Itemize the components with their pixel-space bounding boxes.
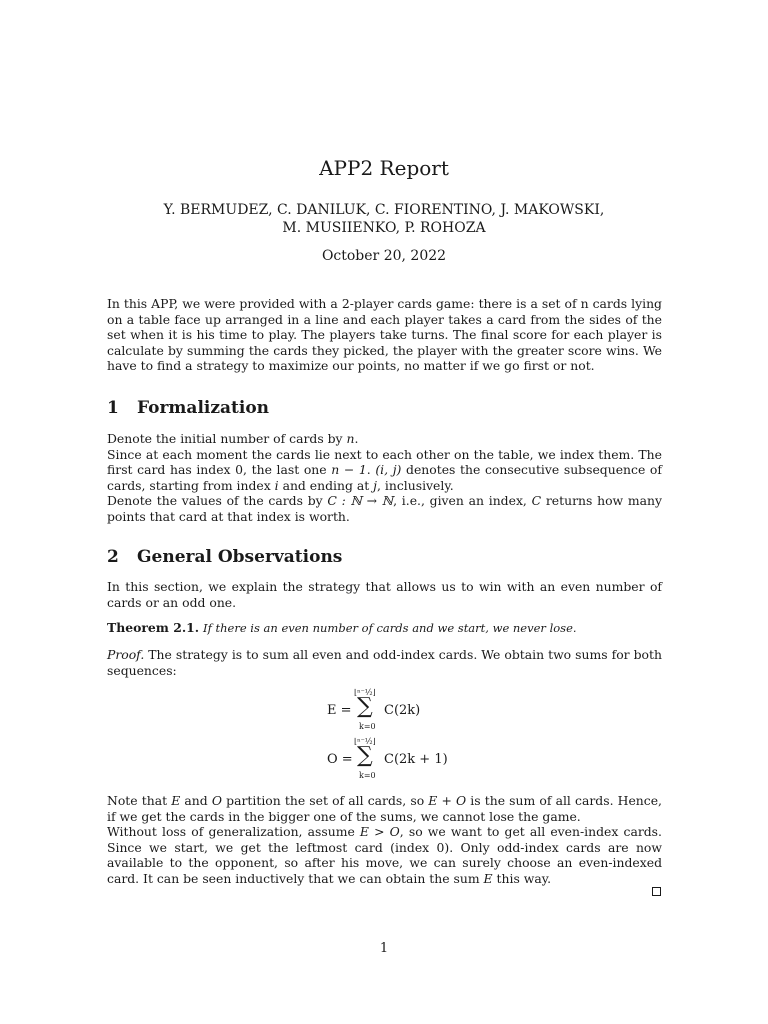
intro-paragraph: In this APP, we were provided with a 2-player cards game: there is a set of n cards lying on a table face up arranged in a line and each player takes a card from the sides of the set when it is his time to play. The players take turns. The final score for each player is calculate by summing the cards they picked, the player with the greater score wins. We have to find a strategy to maximize our points, no matter if we go first or not. bbox=[107, 296, 662, 374]
authors-line-1: Y. BERMUDEZ, C. DANILUK, C. FIORENTINO, J. MAKOWSKI, bbox=[163, 202, 605, 218]
section-1-number: 1 bbox=[107, 398, 119, 418]
eq2-term: C(2k + 1) bbox=[384, 752, 448, 767]
eq2-upper-limit: ⌊ⁿ⁻¹⁄₂⌋ bbox=[354, 737, 376, 746]
eq1-upper-limit: ⌊ⁿ⁻¹⁄₂⌋ bbox=[354, 688, 376, 697]
eq1-term: C(2k) bbox=[384, 703, 421, 718]
section-1-heading bbox=[107, 398, 269, 418]
formalization-para-3: Denote the values of the cards by C : ℕ → ℕ, i.e., given an index, C returns how many points that card at that index is worth. bbox=[107, 493, 662, 524]
eq2-sigma: ∑ bbox=[357, 743, 373, 768]
theorem-2-1 bbox=[107, 620, 662, 637]
theorem-statement: If there is an even number of cards and we start, we never lose. bbox=[203, 621, 577, 635]
eq1-lhs: E = bbox=[327, 703, 352, 718]
proof-intro bbox=[107, 647, 662, 678]
eq2-lhs: O = bbox=[327, 752, 353, 767]
eq2-lower-limit: k=0 bbox=[359, 771, 376, 780]
author-list bbox=[0, 201, 768, 237]
proof-para-2: Without loss of generalization, assume E > O, so we want to get all even-index cards. Since we start, we get the leftmost card (index 0). Only odd-index cards are now available to the opponent, so after his move, we can surely choose an even-indexed card. It can be seen inductively that we can obtain the sum E this way. bbox=[107, 824, 662, 886]
proof-para-1: Note that E and O partition the set of all cards, so E + O is the sum of all cards. Hence, if we get the cards in the bigger one of the sums, we cannot lose the game. bbox=[107, 793, 662, 824]
paper-title: APP2 Report bbox=[319, 156, 449, 180]
qed-box-icon bbox=[652, 887, 661, 896]
proof-label: Proof. bbox=[107, 647, 145, 662]
proof-body bbox=[107, 793, 662, 887]
eq1-sigma: ∑ bbox=[357, 694, 373, 719]
section-2-title: General Observations bbox=[137, 547, 343, 567]
section-2-heading bbox=[107, 547, 342, 567]
section-1-body bbox=[107, 431, 662, 525]
theorem-label: Theorem 2.1. bbox=[107, 620, 200, 635]
section-1-title: Formalization bbox=[137, 398, 270, 418]
proof-text: The strategy is to sum all even and odd-index cards. We obtain two sums for both sequences: bbox=[107, 647, 662, 678]
section-2-number: 2 bbox=[107, 547, 119, 567]
formalization-para-1: Denote the initial number of cards by n. bbox=[107, 431, 359, 446]
eq1-lower-limit: k=0 bbox=[359, 722, 376, 731]
formalization-para-2: Since at each moment the cards lie next to each other on the table, we index them. The first card has index 0, the last one n − 1. (i, j) denotes the consecutive subsequence of cards, starting from index i and ending at j, inclusively. bbox=[107, 446, 662, 493]
section-2-intro: In this section, we explain the strategy that allows us to win with an even number of cards or an odd one. bbox=[107, 579, 662, 610]
paper-date: October 20, 2022 bbox=[321, 248, 447, 264]
authors-line-2: M. MUSIIENKO, P. ROHOZA bbox=[282, 220, 486, 236]
page-number: 1 bbox=[379, 941, 389, 956]
